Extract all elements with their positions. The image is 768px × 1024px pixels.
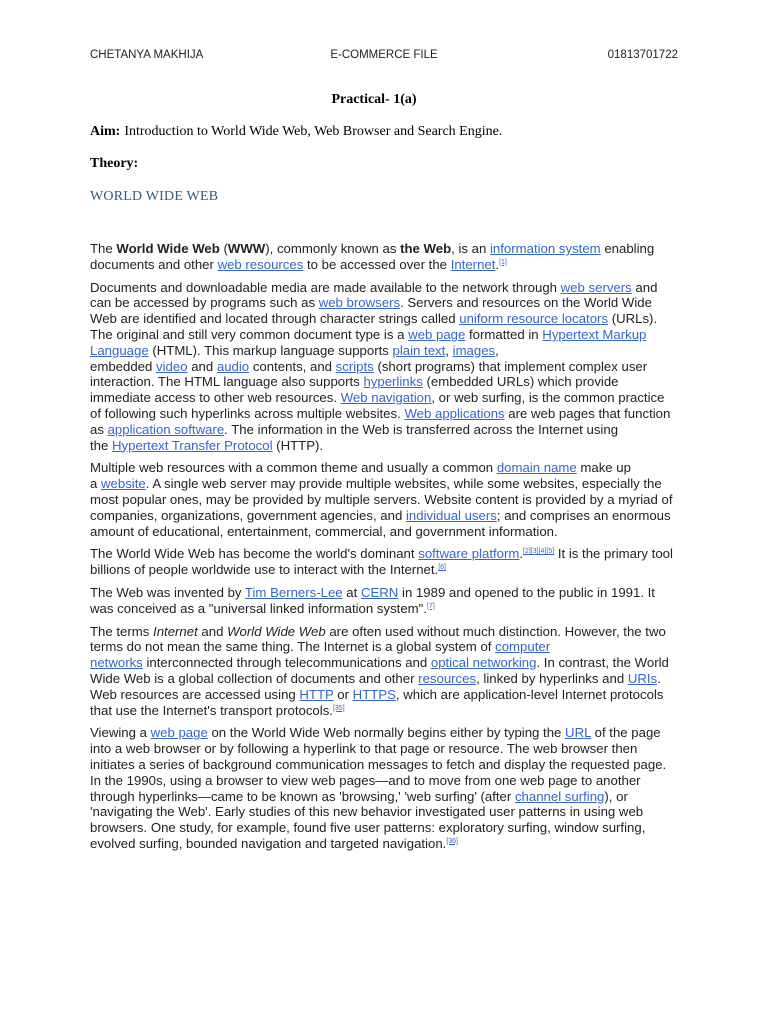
text-run: make up a <box>90 460 631 492</box>
paragraph <box>90 585 676 617</box>
link-http[interactable]: HTTP <box>299 686 334 702</box>
link-channel-surfing[interactable]: channel surfing <box>514 788 605 804</box>
text-run: at <box>342 584 361 600</box>
text-run: enabling documents and other <box>90 241 655 272</box>
italic-text: Internet <box>153 623 198 639</box>
text-run: It is the primary tool billions of people worldwide use to interact with the Internet. <box>90 546 673 578</box>
practical-title: Practical- 1(a) <box>331 92 417 107</box>
link-video[interactable]: video <box>156 358 188 374</box>
link-hypertext-markup-language[interactable]: Hypertext Markup Language <box>90 326 647 358</box>
theory-label: Theory: <box>90 156 139 171</box>
text-run: (HTTP). <box>272 437 324 453</box>
link-website[interactable]: website <box>101 476 146 492</box>
text-run: The <box>90 241 117 256</box>
aim-label: Aim: <box>90 124 121 139</box>
link-web-applications[interactable]: Web applications <box>404 405 505 421</box>
text-run: (embedded URLs) which provide immediate access to other web resources. <box>90 374 619 406</box>
citation-link[interactable]: [1] <box>499 258 507 266</box>
text-run: , <box>445 342 453 358</box>
link-https[interactable]: HTTPS <box>352 686 396 702</box>
text-run: Viewing a <box>90 725 151 741</box>
text-run: , <box>495 342 499 358</box>
link-cern[interactable]: CERN <box>360 584 399 600</box>
citation <box>499 259 507 266</box>
text-run: are web pages that function as <box>90 405 671 437</box>
text-run: ( <box>219 241 228 256</box>
bold-text: World Wide Web <box>116 241 220 256</box>
header-author: CHETANYA MAKHIJA <box>90 49 204 61</box>
link-uniform-resource-locators[interactable]: uniform resource locators <box>459 311 609 327</box>
text-run: , which are application-level Internet protocols that use the Internet's transport protocols. <box>90 686 664 718</box>
text-run: Multiple web resources with a common theme and usually a common <box>90 460 497 476</box>
text-run: The terms <box>90 623 154 639</box>
text-run: , is an <box>451 241 490 256</box>
paragraph <box>90 241 676 273</box>
link-web-navigation[interactable]: Web navigation <box>340 390 432 406</box>
text-run: . Servers and resources on the World Wide Web are identified and located through character strings called <box>90 295 652 327</box>
link-web-browsers[interactable]: web browsers <box>318 295 401 311</box>
link-scripts[interactable]: scripts <box>335 358 374 374</box>
text-run: to be accessed over the <box>303 256 451 272</box>
section-heading: WORLD WIDE WEB <box>90 189 219 204</box>
paragraph <box>90 460 676 539</box>
link-url[interactable]: URL <box>565 725 591 741</box>
text-run: . Web resources are accessed using <box>90 670 661 702</box>
text-run: . In contrast, the World Wide Web is a global collection of documents and other <box>90 655 669 686</box>
link-audio[interactable]: audio <box>216 358 250 374</box>
text-run: . <box>495 256 500 272</box>
link-application-software[interactable]: application software <box>107 421 225 437</box>
text-run: ), or 'navigating the Web'. Early studies of this new behavior investigated user patterns in using web browsers. One study, for example, found five user patterns: exploratory surfing, window surfing, evolved surfing, bounded navigation and targeted navigation. <box>90 788 646 851</box>
text-run: ; and comprises an enormous amount of educational, entertainment, commercial, and government information. <box>90 507 671 539</box>
citation-link[interactable]: [35] <box>332 704 345 712</box>
citation-link[interactable]: [36] <box>446 837 459 845</box>
text-run: embedded <box>90 358 156 374</box>
text-run: or <box>333 686 353 702</box>
citation-link[interactable]: [6] <box>438 564 446 572</box>
text-run: and <box>197 623 228 639</box>
text-run: and can be accessed by programs such as <box>90 279 658 311</box>
aim-text: Introduction to World Wide Web, Web Browser and Search Engine. <box>124 124 503 139</box>
link-computer-networks[interactable]: computer networks <box>90 639 551 671</box>
bold-text: WWW <box>227 241 266 256</box>
link-resources[interactable]: resources <box>418 670 477 686</box>
italic-text: World Wide Web <box>227 623 326 639</box>
citation-link[interactable]: [7] <box>427 602 435 610</box>
link-domain-name[interactable]: domain name <box>496 460 577 476</box>
link-optical-networking[interactable]: optical networking <box>430 655 537 671</box>
link-information-system[interactable]: information system <box>490 241 601 256</box>
article-body <box>90 241 676 859</box>
text-run: interconnected through telecommunications and <box>142 655 431 671</box>
link-hypertext-transfer-protocol[interactable]: Hypertext Transfer Protocol <box>112 437 273 453</box>
paragraph <box>90 280 676 454</box>
header-roll-number: 01813701722 <box>607 49 678 61</box>
citation <box>523 548 554 555</box>
text-run: on the World Wide Web normally begins either by typing the <box>207 725 566 741</box>
text-run: Documents and downloadable media are made available to the network through <box>90 279 561 295</box>
link-plain-text[interactable]: plain text <box>392 342 446 358</box>
text-run: . A single web server may provide multiple websites, while some websites, especially the most popular ones, may be provided by multiple servers. Website content is provided by a myriad of companies, organizations, government agencies, and <box>90 476 673 523</box>
text-run: , or web surfing, is the common practice of following such hyperlinks across multiple websites. <box>90 390 665 421</box>
text-run: of the page into a web browser or by following a hyperlink to that page or resource. The web browser then initiates a series of background communication messages to fetch and display the requested page. In the 1990s, using a browser to view web pages—and to move from one web page to another through hyperlinks—came to be known as 'browsing,' 'web surfing' (after <box>90 725 667 804</box>
text-run: in 1989 and opened to the public in 1991. It was conceived as a "universal linked information system". <box>90 584 655 616</box>
link-hyperlinks[interactable]: hyperlinks <box>363 374 423 390</box>
citation <box>446 838 458 845</box>
citation-link[interactable]: [2][3][4][5] <box>523 548 555 556</box>
citation <box>427 603 435 610</box>
citation <box>333 705 345 712</box>
link-web-page[interactable]: web page <box>408 326 466 342</box>
link-internet[interactable]: Internet <box>450 256 496 272</box>
text-run: are often used without much distinction. However, the two terms do not mean the same thing. The Internet is a global system of <box>90 623 666 655</box>
text-run: . The information in the Web is transferred across the Internet using the <box>90 421 619 453</box>
header-subject: E-COMMERCE FILE <box>330 49 438 61</box>
link-web-resources[interactable]: web resources <box>217 256 304 272</box>
paragraph <box>90 546 676 578</box>
text-run: formatted in <box>465 326 543 342</box>
text-run: contents, and <box>249 358 336 374</box>
link-web-page[interactable]: web page <box>150 725 208 741</box>
bold-text: the Web <box>400 241 452 256</box>
paragraph <box>90 725 676 851</box>
aim-line <box>90 123 502 141</box>
text-run: . <box>519 546 524 562</box>
link-individual-users[interactable]: individual users <box>405 507 497 523</box>
link-web-servers[interactable]: web servers <box>560 279 632 295</box>
link-tim-berners-lee[interactable]: Tim Berners-Lee <box>244 584 343 600</box>
text-run: and <box>187 358 217 374</box>
link-software-platform[interactable]: software platform <box>418 546 520 562</box>
text-run: (short programs) that implement complex user interaction. The HTML language also supports <box>90 358 648 390</box>
link-images[interactable]: images <box>452 342 496 358</box>
paragraph <box>90 624 676 719</box>
citation <box>438 564 446 571</box>
text-run: The Web was invented by <box>90 584 245 600</box>
text-run: , linked by hyperlinks and <box>476 670 628 686</box>
text-run: (HTML). This markup language supports <box>148 342 393 358</box>
text-run: The World Wide Web has become the world's dominant <box>90 546 419 562</box>
text-run: (URLs). The original and still very common document type is a <box>90 311 658 342</box>
text-run: ), commonly known as <box>265 241 401 256</box>
link-uris[interactable]: URIs <box>627 670 658 686</box>
